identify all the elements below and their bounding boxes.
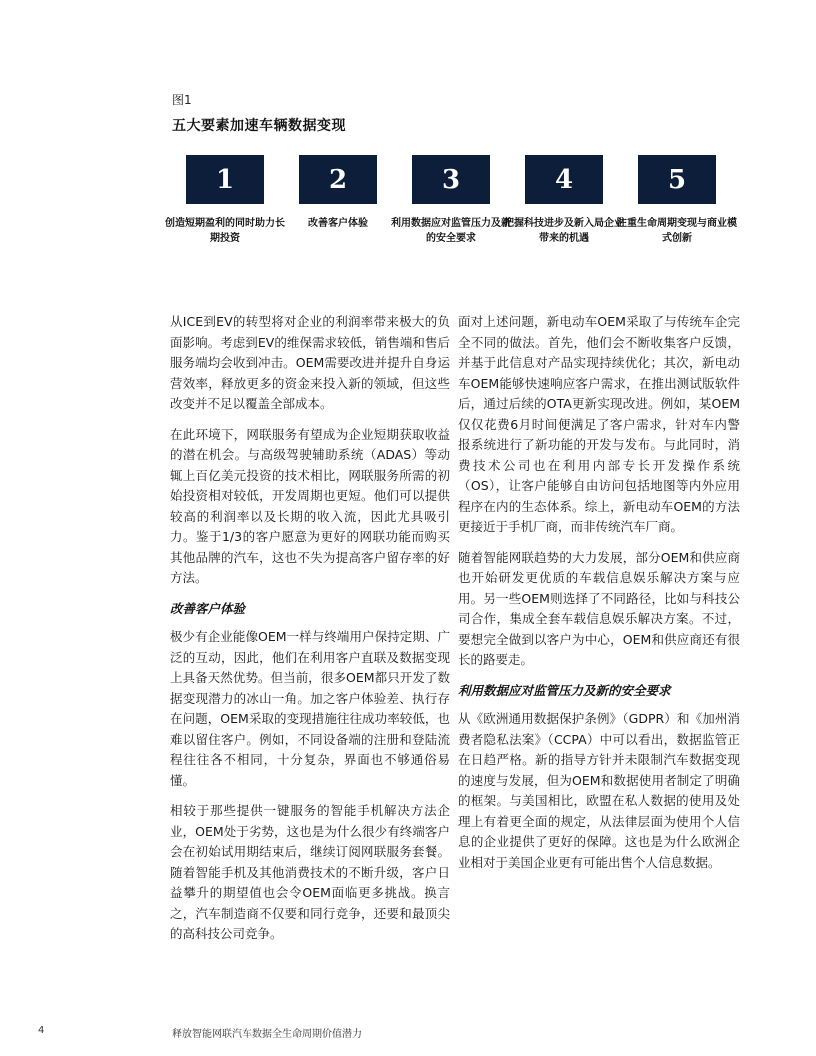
- paragraph: 在此环境下，网联服务有望成为企业短期获取收益的潜在机会。与高级驾驶辅助系统（ADAS）等动辄上百亿美元投资的技术相比，网联服务所需的初始投资相对较低，开发周期也更短。他们可以提供较高的利润率以及长期的收入流，因此尤具吸引力。鉴于1/3的客户愿意为更好的网联功能而购买其他品牌的汽车，这也不失为提高客户留存率的好方法。: [170, 426, 450, 585]
- footer-title: 释放智能网联汽车数据全生命周期价值潜力: [172, 1029, 362, 1040]
- factor-caption-2: 改善客户体验: [308, 218, 368, 229]
- factor-caption-1: 创造短期盈利的同时助力长期投资: [165, 218, 285, 244]
- figure-title: 五大要素加速车辆数据变现: [172, 118, 346, 134]
- paragraph: 从《欧洲通用数据保护条例》（GDPR）和《加州消费者隐私法案》（CCPA）中可以看出，数据监管正在日趋严格。新的指导方针并未限制汽车数据变现的速度与发展，但为OEM和数据使用者制定了明确的框架。与美国相比，欧盟在私人数据的使用及处理上有着更全面的规定，从法律层面为使用个人信息的企业提供了更好的保障。这也是为什么欧洲企业相对于美国企业更有可能出售个人信息数据。: [458, 711, 740, 870]
- figure-label: 图1: [172, 93, 192, 107]
- factor-caption-3: 利用数据应对监管压力及新的安全要求: [391, 218, 511, 244]
- page-number: 4: [38, 1025, 45, 1036]
- right-column: [458, 312, 740, 883]
- factor-box-5: 5: [638, 155, 716, 204]
- paragraph: 极少有企业能像OEM一样与终端用户保持定期、广泛的互动，因此，他们在利用客户直联及数据变现上具备天然优势。但当前，很多OEM都只开发了数据变现潜力的冰山一角。加之客户体验差、执行存在问题，OEM采取的变现措施往往成功率较低，也难以留住客户。例如，不同设备端的注册和登陆流程往往各不相同，十分复杂，界面也不够通俗易懂。: [170, 629, 450, 788]
- factor-box-1: 1: [186, 155, 264, 204]
- factor-box-4: 4: [525, 155, 603, 204]
- paragraph: 随着智能网联趋势的大力发展，部分OEM和供应商也开始研发更优质的车载信息娱乐解决方案与应用。另一些OEM则选择了不同路径，比如与科技公司合作，集成全套车载信息娱乐解决方案。不过，要想完全做到以客户为中心，OEM和供应商还有很长的路要走。: [458, 549, 740, 667]
- paragraph: 面对上述问题，新电动车OEM采取了与传统车企完全不同的做法。首先，他们会不断收集客户反馈，并基于此信息对产品实现持续优化；其次，新电动车OEM能够快速响应客户需求，在推出测试版软件后，通过后续的OTA更新实现改进。例如，某OEM仅仅花费6月时间便满足了客户需求，针对车内警报系统进行了新功能的开发与发布。与此同时，消费技术公司也在利用内部专长开发操作系统（OS），让客户能够自由访问包括地图等内外应用程序在内的生态体系。综上，新电动车OEM的方法更接近于手机厂商，而非传统汽车厂商。: [458, 314, 740, 534]
- factor-box-3: 3: [412, 155, 490, 204]
- factor-boxes: [0, 155, 816, 255]
- factor-caption-5: 注重生命周期变现与商业模式创新: [617, 218, 737, 244]
- factor-caption-4: 把握科技进步及新入局企业带来的机遇: [504, 218, 624, 244]
- paragraph: 相较于那些提供一键服务的智能手机解决方法企业，OEM处于劣势，这也是为什么很少有终端客户会在初始试用期结束后，继续订阅网联服务套餐。随着智能手机及其他消费技术的不断升级，客户日益攀升的期望值也会令OEM面临更多挑战。换言之，汽车制造商不仅要和同行竞争，还要和最顶尖的高科技公司竞争。: [170, 803, 450, 941]
- section-heading: 改善客户体验: [170, 600, 246, 616]
- section-heading: 利用数据应对监管压力及新的安全要求: [458, 682, 671, 698]
- factor-box-2: 2: [299, 155, 377, 204]
- left-column: [170, 312, 450, 955]
- paragraph: 从ICE到EV的转型将对企业的利润率带来极大的负面影响。考虑到EV的维保需求较低，销售端和售后服务端均会收到冲击。OEM需要改进并提升自身运营效率，释放更多的资金来投入新的领域，但这些改变并不足以覆盖全部成本。: [170, 314, 450, 411]
